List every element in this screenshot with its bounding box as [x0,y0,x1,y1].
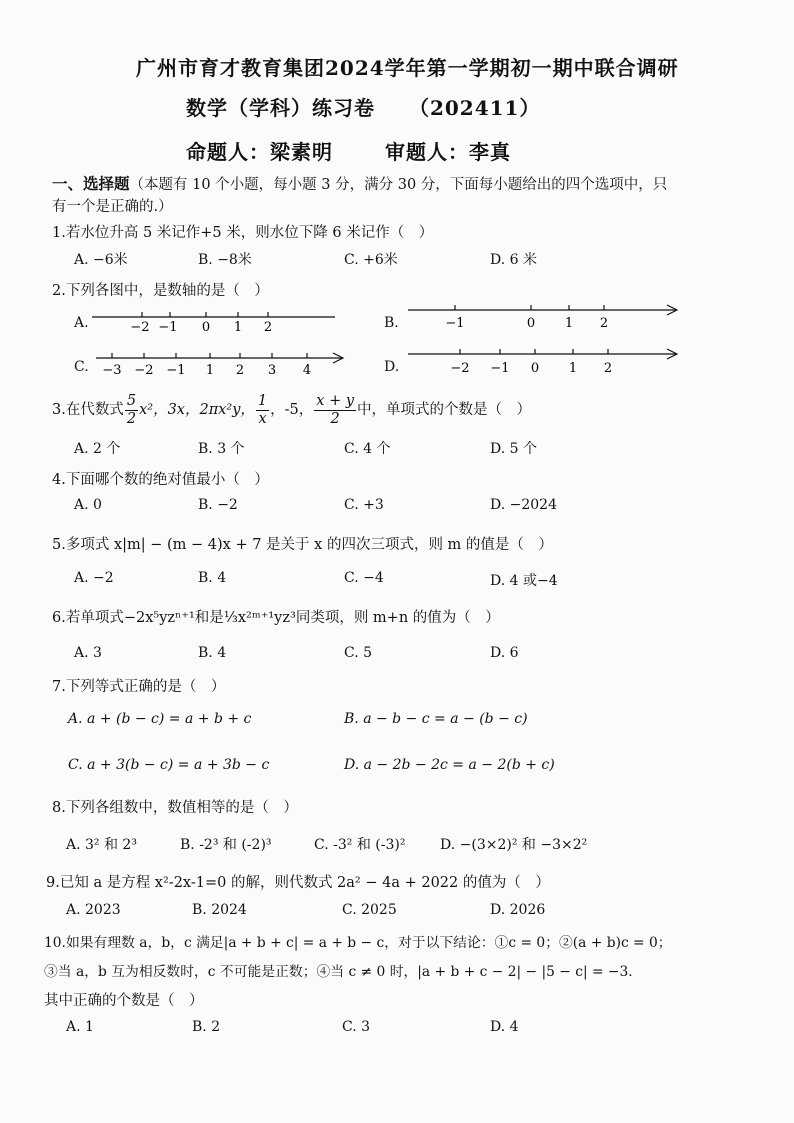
q9-option-b: B. 2024 [192,902,247,918]
q2-number-line-b [408,300,683,340]
q9-stem: 9.已知 a 是方程 x²-2x-1=0 的解，则代数式 2a² − 4a + 2022 的值为（ ） [46,875,550,891]
q8-stem: 8.下列各组数中，数值相等的是（ ） [52,800,298,816]
q2a-tick-label: −1 [158,320,178,335]
q2b-tick-label: 0 [526,316,536,331]
q2-label-a: A. [74,315,89,331]
q6-option-c: C. 5 [344,645,373,661]
q2c-tick-label: −2 [134,363,154,378]
q7-option-a: A. a + (b − c) = a + b + c [68,711,252,727]
exam-school-title: 广州市育才教育集团2024学年第一学期初一期中联合调研 [136,56,679,80]
q3-option-a: A. 2 个 [74,441,121,457]
q10-option-a: A. 1 [66,1019,94,1035]
q9-option-c: C. 2025 [342,902,397,918]
q8-option-b: B. -2³ 和 (-2)³ [180,837,272,853]
q3-option-d: D. 5 个 [490,441,537,457]
q1-option-b: B. −8米 [198,252,252,268]
q1-stem: 1.若水位升高 5 米记作+5 米，则水位下降 6 米记作（ ） [52,225,434,241]
q5-option-d: D. 4 或−4 [490,573,558,589]
q2d-tick-label: −1 [490,361,510,376]
q2-number-line-a [92,305,342,345]
exam-subject-title [186,92,540,121]
q2-stem: 2.下列各图中，是数轴的是（ ） [52,283,269,299]
author-label: 命题人：梁素明 [186,140,333,164]
q8-option-c: C. -3² 和 (-3)² [314,837,406,853]
q5-option-b: B. 4 [198,570,227,586]
q3-option-b: B. 3 个 [198,441,245,457]
q7-option-c: C. a + 3(b − c) = a + 3b − c [68,757,270,773]
q2b-tick-label: 1 [564,316,574,331]
q2a-tick-label: −2 [130,320,150,335]
q2d-tick-label: 0 [530,361,540,376]
q3-fraction-sum-halves [314,394,356,426]
q2a-tick-label: 2 [263,320,273,335]
exam-authors [186,136,511,165]
section-instructions-1: （本题有 10 个小题，每小题 3 分，满分 30 分，下面每小题给出的四个选项中，只 [129,177,668,193]
q9-option-a: A. 2023 [66,902,121,918]
q3-stem-post: 中，单项式的个数是（ ） [357,402,532,418]
q10-stem-1: 10.如果有理数 a，b，c 满足|a + b + c| = a + b − c，对于以下结论：①c = 0；②(a + b)c = 0； [44,935,672,951]
q6-option-a: A. 3 [74,645,102,661]
q1-option-c: C. +6米 [344,252,398,268]
q2b-tick-label: 2 [599,316,609,331]
q2b-tick-label: −1 [445,316,465,331]
q10-option-b: B. 2 [192,1019,221,1035]
q1-option-a: A. −6米 [74,252,128,268]
q2c-tick-label: 4 [302,363,312,378]
q6-option-d: D. 6 [490,645,519,661]
q2c-tick-label: −3 [102,363,122,378]
q2a-tick-label: 1 [233,320,243,335]
q2-label-d: D. [384,359,400,375]
q2-number-line-c [96,346,346,386]
fraction-numerator: 5 [126,393,137,409]
q2-label-b: B. [384,315,399,331]
q5-option-a: A. −2 [74,570,114,586]
q6-option-b: B. 4 [198,645,227,661]
q10-option-d: D. 4 [490,1019,519,1035]
q5-stem: 5.多项式 x|m| − (m − 4)x + 7 是关于 x 的四次三项式，则 m 的值是（ ） [52,537,553,553]
q9-option-d: D. 2026 [490,902,546,918]
q1-option-d: D. 6 米 [490,252,537,268]
q4-option-a: A. 0 [74,497,102,513]
section-instructions-2: 有一个是正确的.） [52,199,173,215]
q3-stem-pre: 3.在代数式 [52,402,124,418]
q4-option-d: D. −2024 [490,497,557,513]
q7-option-d: D. a − 2b − 2c = a − 2(b + c) [344,757,555,773]
q2c-tick-label: 2 [235,363,245,378]
q3-terms-2: ，-5， [270,402,314,418]
q2d-tick-label: −2 [450,361,470,376]
q4-option-c: C. +3 [344,497,384,513]
q3-option-c: C. 4 个 [344,441,391,457]
q8-option-a: A. 3² 和 2³ [66,837,137,853]
q3-fraction-five-halves [125,394,138,426]
q2d-tick-label: 1 [568,361,578,376]
q2-number-line-d [408,343,683,383]
q2c-tick-label: 1 [205,363,215,378]
q10-option-c: C. 3 [342,1019,371,1035]
section-heading [52,172,667,194]
subject-label: 数学（学科）练习卷 [186,96,375,120]
q2c-tick-label: 3 [267,363,277,378]
q4-stem: 4.下面哪个数的绝对值最小（ ） [52,472,269,488]
q2-label-c: C. [74,359,89,375]
q10-stem-2: ③当 a，b 互为相反数时，c 不可能是正数；④当 c ≠ 0 时，|a + b + c − 2| − |5 − c| = −3. [44,964,633,980]
fraction-denominator: x [258,410,267,427]
q7-stem: 7.下列等式正确的是（ ） [52,679,226,695]
fraction-numerator: 1 [257,393,268,409]
q3-fraction-one-over-x [256,394,269,426]
q8-option-d: D. −(3×2)² 和 −3×2² [440,837,588,853]
fraction-numerator: x + y [316,393,355,409]
fraction-denominator: 2 [126,410,137,427]
fraction-denominator: 2 [330,410,340,427]
q2c-tick-label: −1 [166,363,186,378]
section-title: 一、选择题 [52,174,130,193]
q2d-tick-label: 2 [603,361,613,376]
q10-stem-3: 其中正确的个数是（ ） [44,993,204,1009]
q3-terms-1: x²，3x，2πx²y， [139,402,255,418]
q4-option-b: B. −2 [198,497,238,513]
q2a-tick-label: 0 [201,320,211,335]
reviewer-label: 审题人：李真 [384,140,511,164]
exam-code: （202411） [408,96,541,120]
q5-option-c: C. −4 [344,570,384,586]
q6-stem: 6.若单项式−2x⁵yzⁿ⁺¹和是⅓x²ᵐ⁺¹yz³同类项，则 m+n 的值为（ ） [52,610,500,626]
q7-option-b: B. a − b − c = a − (b − c) [344,711,528,727]
q3-stem [52,394,531,426]
